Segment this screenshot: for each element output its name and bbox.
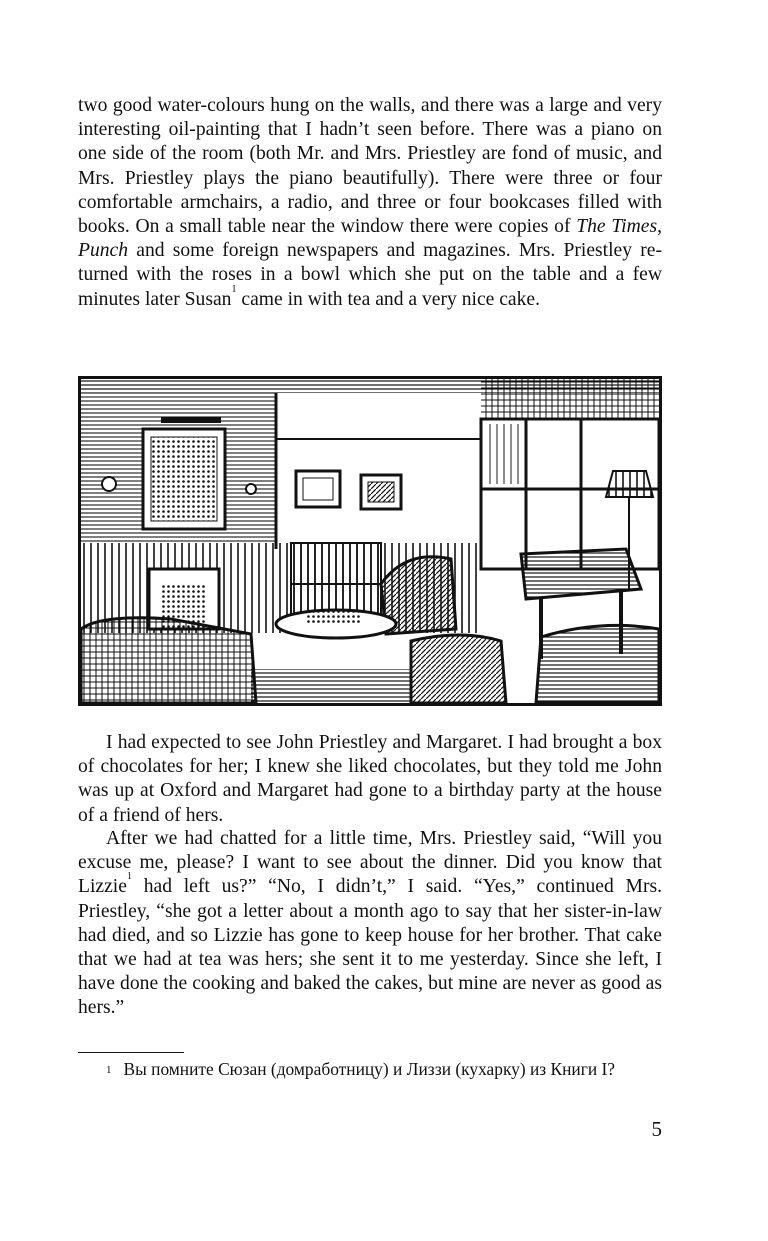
page-number: 5: [651, 1117, 662, 1141]
paragraph-1-text-d: came in with tea and a very nice cake.: [236, 288, 541, 310]
paragraph-2-text: I had expected to see John Priestley and Margaret. I had brought a box of chocolates for her; I knew she liked chocolates, but they told me John was up at Oxford and Margaret had gone to a birthday party at the house of a friend of hers.: [78, 732, 662, 826]
footnote: [78, 1058, 662, 1080]
paragraph-3-text-b: had left us?” “No, I didn’t,” I said. “Yes,” continued Mrs. Priestley, “she got a letter about a month ago to say that her sister-in-law had died, and so Lizzie has gone to keep house for her brother. That cake that we had at tea was hers; she sent it to me yesterday. Since she left, I have done the cooking and baked the cakes, but mine are never as good as hers.”: [78, 876, 662, 1019]
title-punch: Punch: [78, 240, 129, 262]
footnote-ref: 1: [231, 283, 237, 295]
paragraph-1-text-c: and some foreign newspapers and magazines. Mrs. Priestley returned with the roses in a bowl which she put on the table and a few minutes later Susan: [78, 240, 662, 310]
footnote-divider: [78, 1052, 184, 1053]
living-room-engraving-icon: [81, 379, 659, 703]
footnote-ref: 1: [126, 871, 132, 883]
paragraph-3-text-a: After we had chatted for a little time, Mrs. Priestley said, “Will you excuse me, please? I want to see about the dinner. Did you know that Lizzie: [78, 828, 662, 898]
paragraph-1-text-a: two good water-colours hung on the walls, and there was a large and very interesting oil-painting that I hadn’t seen before. There was a piano on one side of the room (both Mr. and Mrs. Priestley are fond of music, and Mrs. Priestley plays the piano beautifully). There were three or four comfortable armchairs, a radio, and three or four bookcases filled with books. On a small table near the window there were copies of: [78, 95, 662, 238]
paragraph-1-text-b: ,: [657, 216, 662, 238]
paragraph-2: [78, 731, 662, 828]
paragraph-3: [78, 827, 662, 1021]
footnote-mark: 1: [106, 1064, 112, 1076]
paragraph-1: [78, 94, 662, 312]
footnote-text: Вы помните Сюзан (домработницу) и Лиззи (кухарку) из Книги I?: [123, 1059, 616, 1079]
living-room-illustration: [78, 376, 662, 706]
title-the-times: The Times: [576, 216, 658, 238]
